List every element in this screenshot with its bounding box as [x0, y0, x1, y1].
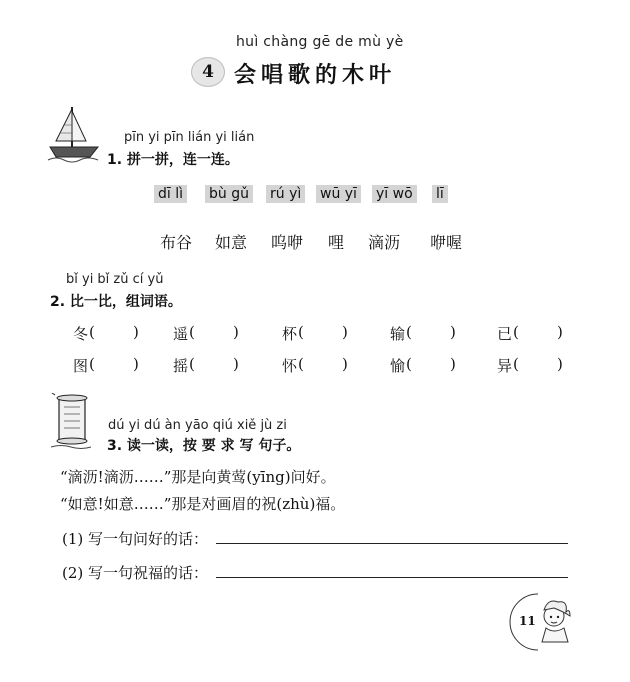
pinyin-chip-3: rú yì: [266, 185, 305, 203]
word-2: 如意: [215, 233, 248, 252]
page-number: 11: [519, 614, 536, 628]
q2-label: 2. 比一比，组词语。: [50, 294, 182, 310]
compare-char-r1-4: 输: [390, 325, 406, 343]
compare-char-r1-5: 已: [497, 325, 513, 343]
blank-r1-2[interactable]: ( ): [189, 323, 239, 341]
blank-r1-4[interactable]: ( ): [406, 323, 456, 341]
compare-char-r2-3: 怀: [282, 357, 298, 375]
pinyin-chip-2: bù gǔ: [205, 185, 253, 203]
compare-char-r1-2: 遥: [173, 325, 189, 343]
pinyin-chip-5: yī wō: [372, 185, 417, 203]
q1-label: 1. 拼一拼，连一连。: [107, 152, 239, 168]
answer-line-greeting[interactable]: [216, 543, 568, 544]
word-3: 呜咿: [271, 233, 304, 252]
blank-r2-3[interactable]: ( ): [298, 355, 348, 373]
blank-r1-5[interactable]: ( ): [513, 323, 563, 341]
blank-r2-4[interactable]: ( ): [406, 355, 456, 373]
compare-char-r2-4: 愉: [390, 357, 406, 375]
answer-line-blessing[interactable]: [216, 577, 568, 578]
pinyin-chip-1: dī lì: [154, 185, 187, 203]
blank-r2-1[interactable]: ( ): [89, 355, 139, 373]
example-sentence-1: “滴沥!滴沥……”那是向黄莺(yīng)问好。: [60, 468, 336, 486]
pinyin-chip-4: wū yī: [316, 185, 361, 203]
prompt-greeting: (1) 写一句问好的话：: [62, 530, 209, 548]
boat-icon: [46, 103, 102, 163]
blank-r2-5[interactable]: ( ): [513, 355, 563, 373]
q1-pinyin: pīn yi pīn lián yi lián: [124, 130, 255, 145]
compare-char-r2-5: 异: [497, 357, 513, 375]
word-6: 咿喔: [430, 233, 463, 252]
blank-r1-3[interactable]: ( ): [298, 323, 348, 341]
blank-r1-1[interactable]: ( ): [89, 323, 139, 341]
page-title: 会唱歌的木叶: [234, 62, 397, 88]
compare-char-r1-3: 杯: [282, 325, 298, 343]
pinyin-chip-6: lī: [432, 185, 448, 203]
example-sentence-2: “如意!如意……”那是对画眉的祝(zhù)福。: [60, 495, 346, 513]
word-4: 哩: [328, 233, 345, 252]
blank-r2-2[interactable]: ( ): [189, 355, 239, 373]
compare-char-r2-2: 摇: [173, 357, 189, 375]
q3-pinyin: dú yi dú àn yāo qiú xiě jù zi: [108, 418, 287, 433]
title-pinyin: huì chàng gē de mù yè: [236, 34, 404, 50]
q3-label: 3. 读一读，按 要 求 写 句子。: [107, 438, 301, 454]
compare-char-r2-1: 图: [73, 357, 89, 375]
q2-pinyin: bǐ yi bǐ zǔ cí yǔ: [66, 272, 164, 287]
prompt-blessing: (2) 写一句祝福的话：: [62, 564, 209, 582]
scroll-icon: [47, 393, 97, 449]
word-5: 滴沥: [368, 233, 401, 252]
word-1: 布谷: [160, 233, 193, 252]
compare-char-r1-1: 冬: [73, 325, 89, 343]
lesson-number-badge: 4: [191, 57, 225, 87]
